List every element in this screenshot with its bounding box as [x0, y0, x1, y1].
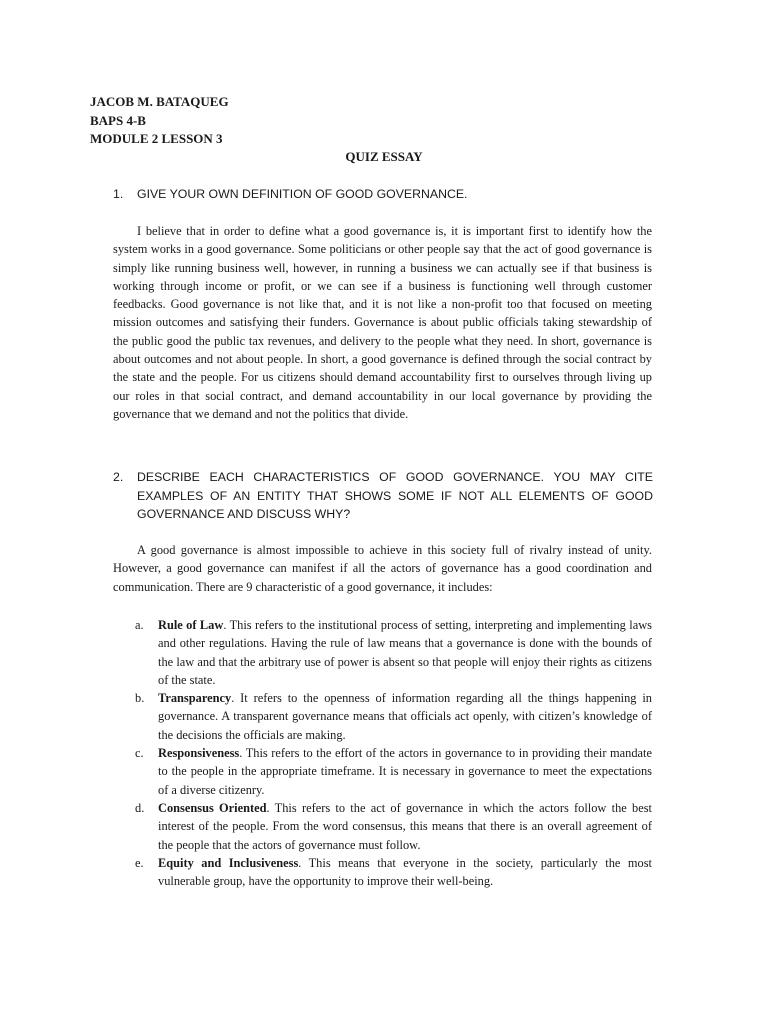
answer-1-paragraph: I believe that in order to define what a good governance is, it is important first to identify how the system works in a good governance. Some politicians or other people say that the act of good governance is simply like running business well, however, in running a business we can actually see if that business is working through income or profit, or we can see if a business is functioning well through customer feedbacks. Good governance is not like that, and it is not like a non-profit too that focused on meeting mission outcomes and satisfying their funders. Governance is about public officials taking stewardship of the public good the public tax revenues, and delivery to the people what they need. In short, governance is about outcomes and not about people. In short, a good governance is defined through the social contract by the state and the people. For us citizens should demand accountability first to ourselves through living up our roles in that social contract, and demand accountability in our local governance by providing the governance that we demand and not the politics that divide. — [113, 224, 652, 421]
list-item — [135, 744, 652, 799]
list-item — [135, 616, 652, 689]
list-item-term: Consensus Oriented — [158, 800, 267, 815]
list-item-letter: d. — [135, 800, 145, 815]
question-2-text: DESCRIBE EACH CHARACTERISTICS OF GOOD GOVERNANCE. YOU MAY CITE EXAMPLES OF AN ENTITY THAT SHOWS SOME IF NOT ALL ELEMENTS OF GOOD GOVERNANCE AND DISCUSS WHY? — [137, 470, 653, 521]
question-1 — [113, 185, 653, 204]
question-1-number: 1. — [113, 187, 124, 201]
author-header — [90, 93, 229, 149]
question-1-text: GIVE YOUR OWN DEFINITION OF GOOD GOVERNANCE. — [137, 187, 468, 201]
page-title — [0, 149, 768, 165]
list-item-letter: c. — [135, 746, 144, 761]
list-item-term: Equity and Inclusiveness — [158, 855, 299, 870]
list-item-text: . This refers to the act of governance in which the actors follow the best interest of the people. From the word consensus, this means that there is an overall agreement of the people that the actors of governance must follow. — [158, 800, 652, 852]
list-item-term: Rule of Law — [158, 618, 224, 632]
list-item — [135, 854, 652, 891]
answer-2-intro: A good governance is almost impossible to achieve in this society full of rivalry instead of unity. However, a good governance can manifest if all the actors of governance has a good coordination and communication. There are 9 characteristic of a good governance, it includes: — [113, 543, 652, 594]
list-item — [135, 799, 652, 854]
question-2 — [113, 468, 653, 524]
list-item-letter: b. — [135, 691, 145, 706]
list-item-letter: a. — [135, 618, 144, 632]
list-item-term: Transparency — [158, 691, 232, 706]
list-item-letter: e. — [135, 855, 144, 870]
list-item-term: Responsiveness — [158, 746, 240, 761]
question-2-number: 2. — [113, 470, 124, 484]
list-item-text: . This refers to the institutional process of setting, interpreting and implementing laws and other regulations. Having the rule of law means that a governance is done with the bounds of the law and that the arbitrary use of power is absent so that people will enjoy their rights as citizens of the state. — [158, 618, 652, 687]
author-section: BAPS 4-B — [90, 112, 146, 128]
characteristics-list — [135, 616, 652, 890]
list-item — [135, 689, 652, 744]
list-item-text: . This refers to the effort of the actors in governance to in providing their mandate to the people in the appropriate timeframe. It is necessary in governance to meet the expectations of a diverse citizenry. — [158, 746, 652, 797]
author-name: JACOB M. BATAQUEG — [90, 94, 229, 109]
list-item-text: . It refers to the openness of information regarding all the things happening in governance. A transparent governance means that officials act openly, with citizen’s knowledge of the decisions the officials are making. — [158, 691, 652, 742]
page-title-text: QUIZ ESSAY — [345, 149, 423, 164]
list-item-text: . This means that everyone in the society, particularly the most vulnerable group, have the opportunity to improve their well-being. — [158, 855, 652, 889]
module-label: MODULE 2 LESSON 3 — [90, 131, 223, 146]
